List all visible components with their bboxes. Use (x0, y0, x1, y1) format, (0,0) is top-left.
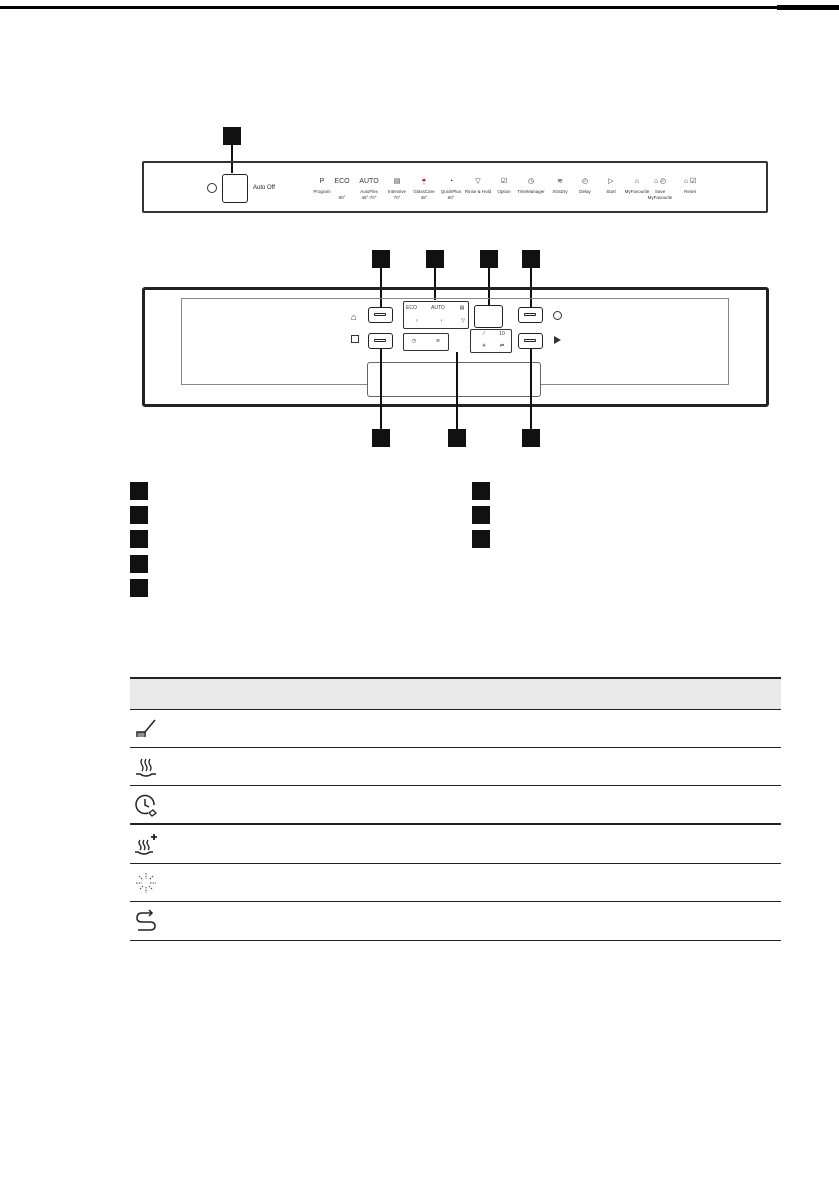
program-button-icon[interactable]: ◴ (581, 178, 589, 185)
program-button-icon[interactable]: ≋ (557, 178, 563, 185)
page-top-rule (0, 6, 839, 9)
legend-marker (472, 506, 490, 524)
delay-button[interactable] (518, 307, 543, 323)
program-button-label: Start (606, 189, 616, 194)
program-button-label: Delay (579, 189, 591, 194)
legend-marker (130, 530, 148, 548)
play-icon (554, 336, 561, 344)
program-button-label: XtraDry (552, 189, 568, 194)
legend-marker (130, 506, 148, 524)
power-icon (207, 183, 217, 193)
program-button-icon[interactable]: ☑ (500, 178, 508, 185)
home-favourite-icon: ⌂ (351, 312, 357, 322)
legend-marker (472, 530, 490, 548)
program-button-icon[interactable]: AUTO (359, 178, 379, 185)
program-button-icon[interactable]: ⌂ (634, 178, 640, 185)
program-button-icon[interactable]: ⌂ ◴ (653, 178, 667, 185)
program-button-label: QuickPlus (440, 189, 462, 194)
program-button-icon[interactable]: 🍷 (419, 178, 429, 185)
legend-marker (472, 482, 490, 500)
program-button-icon[interactable]: P (319, 178, 325, 185)
program-button-label: Option (497, 189, 511, 194)
program-button-label: Intensive (387, 189, 406, 194)
program-button-icon[interactable]: ▤ (393, 178, 401, 185)
callout-leader (380, 349, 382, 429)
program-button-icon[interactable]: ▷ (608, 178, 614, 185)
program-button-label: MyFavourite (624, 189, 650, 194)
program-button-sublabel: 50° (338, 195, 346, 200)
sparkle-icon: ✳ (481, 343, 487, 349)
callout-marker (522, 429, 540, 447)
xtradry-icon: ≋ (435, 338, 441, 344)
program-button-label: AutoFlex (360, 189, 378, 194)
legend-marker (130, 482, 148, 500)
program-up-button[interactable] (368, 307, 393, 323)
program-button-sublabel: MyFavourite (647, 195, 673, 200)
callout-marker (223, 127, 241, 145)
rinse-aid-icon (134, 909, 158, 933)
program-button-label: TimeManager (517, 189, 545, 194)
table-row (130, 786, 781, 825)
program-button-icon[interactable]: ▽ (475, 178, 481, 185)
program-button-icon[interactable]: ⌂ ☑ (683, 178, 697, 185)
table-row (130, 825, 781, 864)
display (474, 305, 503, 328)
callout-marker (480, 250, 498, 268)
callout-marker (372, 429, 390, 447)
table-row (130, 748, 781, 786)
steam-icon (134, 755, 158, 779)
program-button-label: Save (654, 189, 666, 194)
xtradry-icon (134, 832, 158, 856)
table-row (130, 864, 781, 902)
legend-marker (130, 555, 148, 573)
checkbox-icon (351, 335, 359, 343)
power-button[interactable] (222, 174, 248, 203)
indicator-10: 10 (499, 331, 505, 337)
indicator-eco: ECO (406, 305, 417, 311)
sparkle-icon (134, 871, 158, 895)
program-button-sublabel: 60° (447, 195, 455, 200)
program-button-label: Rinse & Hold (464, 189, 492, 194)
program-button-sublabel: 45° (420, 195, 428, 200)
callout-leader (530, 349, 532, 429)
rinse-hold-icon: ▽ (461, 318, 465, 324)
indicator-auto: AUTO (431, 305, 445, 311)
callout-marker (372, 250, 390, 268)
auto-off-label: Auto Off (253, 185, 275, 191)
program-button-label: GlassCare (413, 189, 435, 194)
table-header (130, 677, 781, 710)
table-row (130, 710, 781, 748)
intensive-icon: ▤ (459, 305, 465, 311)
legend-marker (130, 579, 148, 597)
rinse-aid-icon: ⇄ (499, 343, 505, 349)
program-button-label: Reset (684, 189, 696, 194)
callout-leader (456, 352, 458, 429)
program-button-sublabel: 45°-70° (361, 195, 377, 200)
program-button-icon[interactable]: ECO (334, 178, 350, 185)
callout-marker (426, 250, 444, 268)
timemanager-icon (134, 793, 158, 817)
clock-icon (553, 311, 562, 320)
program-button-icon[interactable]: ◷ (527, 178, 535, 185)
program-button-label: Program (313, 189, 331, 194)
callout-marker (522, 250, 540, 268)
program-button-sublabel: 70° (393, 195, 401, 200)
callout-marker (448, 429, 466, 447)
option-button[interactable] (368, 333, 393, 349)
door-handle (367, 362, 541, 397)
start-button[interactable] (518, 333, 543, 349)
brush-icon (134, 717, 158, 741)
program-button-icon[interactable]: ◔ (448, 178, 454, 185)
brush-icon: ⁄ (483, 331, 485, 337)
timemanager-icon: ◷ (411, 338, 417, 344)
quickplus-icon: ◔ (439, 318, 443, 324)
glass-icon: ♀ (415, 318, 419, 324)
table-row (130, 902, 781, 941)
